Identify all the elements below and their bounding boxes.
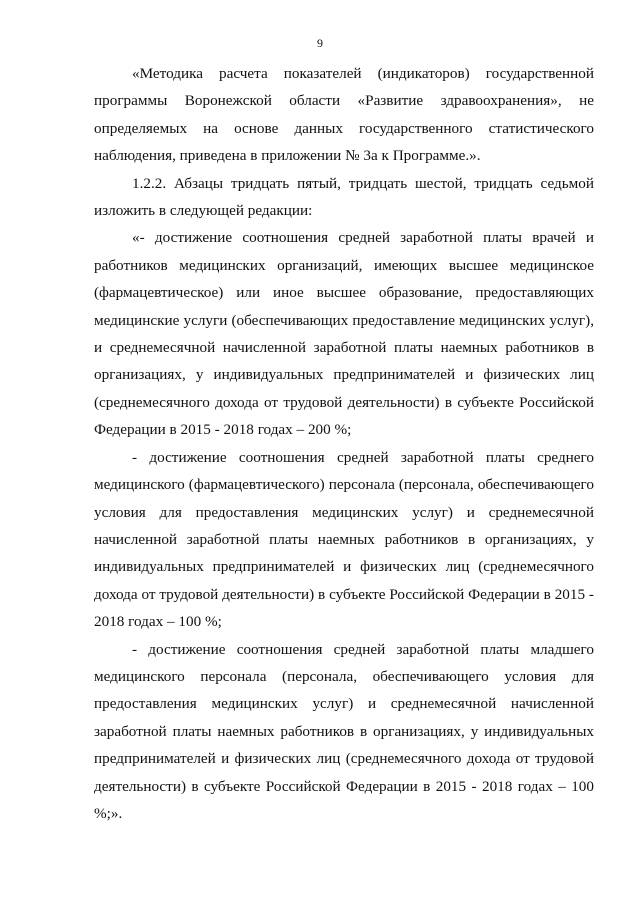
paragraph-amendment-intro: 1.2.2. Абзацы тридцать пятый, тридцать шестой, тридцать седьмой изложить в следующей редакции: [94,174,594,220]
page-number: 9 [317,36,323,50]
paragraph-junior-staff-salary-ratio: - достижение соотношения средней заработной платы младшего медицинского персонала (персонала, обеспечивающего условия для предоставления медицинских услуг) и среднемесячной начисленной заработной платы наемных работников в организациях, у индивидуальных предпринимателей и физических лиц (среднемесячного дохода от трудовой деятельности) в субъекте Российской Федерации в 2015 - 2018 годах – 100 %;». [94,640,594,822]
paragraph-doctors-salary-ratio: «- достижение соотношения средней заработной платы врачей и работников медицинских организаций, имеющих высшее медицинское (фармацевтическое) или иное высшее образование, предоставляющих медицинские услуги (обеспечивающих предоставление медицинских услуг), и среднемесячной начисленной заработной платы наемных работников в организациях, у индивидуальных предпринимателей и физических лиц (среднемесячного дохода от трудовой деятельности) в субъекте Российской Федерации в 2015 - 2018 годах – 200 %; [94,229,594,439]
document-body [94,60,594,827]
paragraph-methodology-note: «Методика расчета показателей (индикаторов) государственной программы Воронежской области «Развитие здравоохранения», не определяемых на основе данных государственного статистического наблюдения, приведена в приложении № 3а к Программе.». [94,65,594,165]
paragraph-middle-staff-salary-ratio: - достижение соотношения средней заработной платы среднего медицинского (фармацевтического) персонала (персонала, обеспечивающего условия для предоставления медицинских услуг) и среднемесячной начисленной заработной платы наемных работников в организациях, у индивидуальных предпринимателей и физических лиц (среднемесячного дохода от трудовой деятельности) в субъекте Российской Федерации в 2015 - 2018 годах – 100 %; [94,448,594,631]
